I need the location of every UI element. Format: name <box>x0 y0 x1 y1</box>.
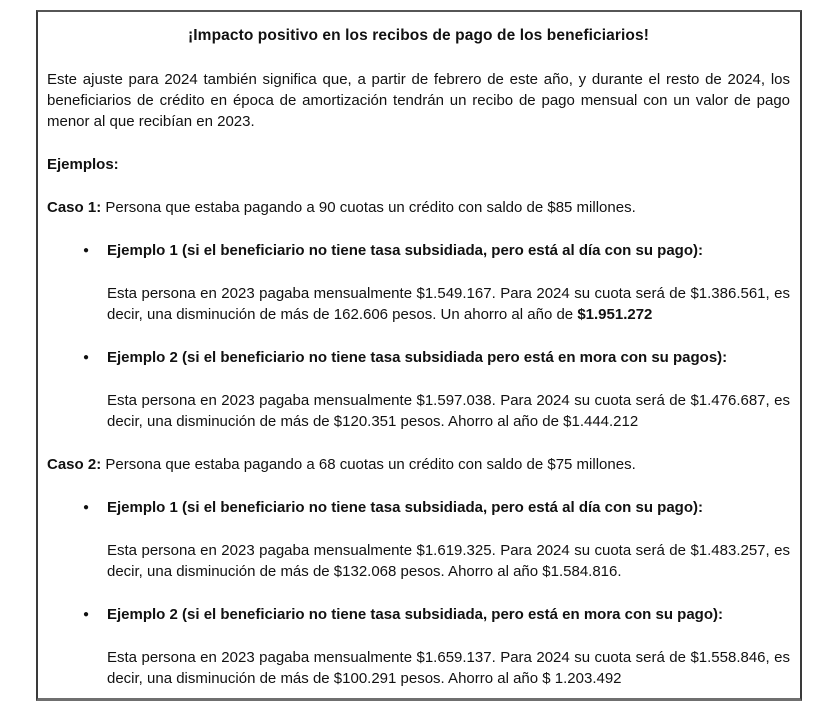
case-1-description: Persona que estaba pagando a 90 cuotas un crédito con saldo de $85 millones. <box>101 199 636 216</box>
case-2-example-2-body <box>107 647 790 689</box>
case-1-example-1-body-text: Esta persona en 2023 pagaba mensualmente $1.549.167. Para 2024 su cuota será de $1.386.561, es decir, una disminución de más de 162.606 pesos. Un ahorro al año de <box>107 285 790 323</box>
document-box <box>36 10 802 701</box>
bullet-icon: ● <box>83 352 90 363</box>
case-1-example-2-heading: Ejemplo 2 (si el beneficiario no tiene tasa subsidiada pero está en mora con su pagos): <box>107 349 728 366</box>
case-1-example-2-body-text: Esta persona en 2023 pagaba mensualmente $1.597.038. Para 2024 su cuota será de $1.476.687, es decir, una disminución de más de $120.351 pesos. Ahorro al año de $1.444.212 <box>107 392 790 430</box>
document-title: ¡Impacto positivo en los recibos de pago de los beneficiarios! <box>188 27 649 44</box>
case-1-label: Caso 1: <box>47 199 102 216</box>
case-1-example-1-heading-row <box>47 240 790 261</box>
intro-paragraph: Este ajuste para 2024 también significa que, a partir de febrero de este año, y durante el resto de 2024, los beneficiarios de crédito en época de amortización tendrán un recibo de pago mensual con un valor de pago menor al que recibían en 2023. <box>47 71 790 130</box>
case-1-line <box>47 197 790 218</box>
bullet-icon: ● <box>83 609 90 620</box>
case-2-example-1-body-text: Esta persona en 2023 pagaba mensualmente $1.619.325. Para 2024 su cuota será de $1.483.257, es decir, una disminución de más de $132.068 pesos. Ahorro al año $1.584.816. <box>107 542 790 580</box>
bullet-icon: ● <box>83 502 90 513</box>
case-1-example-2-heading-row <box>47 347 790 368</box>
case-2-example-1-heading-row <box>47 497 790 518</box>
case-1-example-1-heading: Ejemplo 1 (si el beneficiario no tiene tasa subsidiada, pero está al día con su pago): <box>107 242 703 259</box>
case-1-example-2-body <box>107 390 790 432</box>
case-2-label: Caso 2: <box>47 456 102 473</box>
examples-heading: Ejemplos: <box>47 156 119 173</box>
case-2-example-2-heading: Ejemplo 2 (si el beneficiario no tiene tasa subsidiada, pero está en mora con su pago): <box>107 606 723 623</box>
case-1-example-1-body-bold: $1.951.272 <box>577 306 653 323</box>
case-2-example-1-heading: Ejemplo 1 (si el beneficiario no tiene tasa subsidiada, pero está al día con su pago): <box>107 499 703 516</box>
case-2-example-2-body-text: Esta persona en 2023 pagaba mensualmente $1.659.137. Para 2024 su cuota será de $1.558.846, es decir, una disminución de más de $100.291 pesos. Ahorro al año $ 1.203.492 <box>107 649 790 687</box>
case-2-line <box>47 454 790 475</box>
case-1-example-1-body <box>107 283 790 325</box>
case-2-example-2-heading-row <box>47 604 790 625</box>
case-2-description: Persona que estaba pagando a 68 cuotas un crédito con saldo de $75 millones. <box>101 456 636 473</box>
case-2-example-1-body <box>107 540 790 582</box>
bullet-icon: ● <box>83 245 90 256</box>
